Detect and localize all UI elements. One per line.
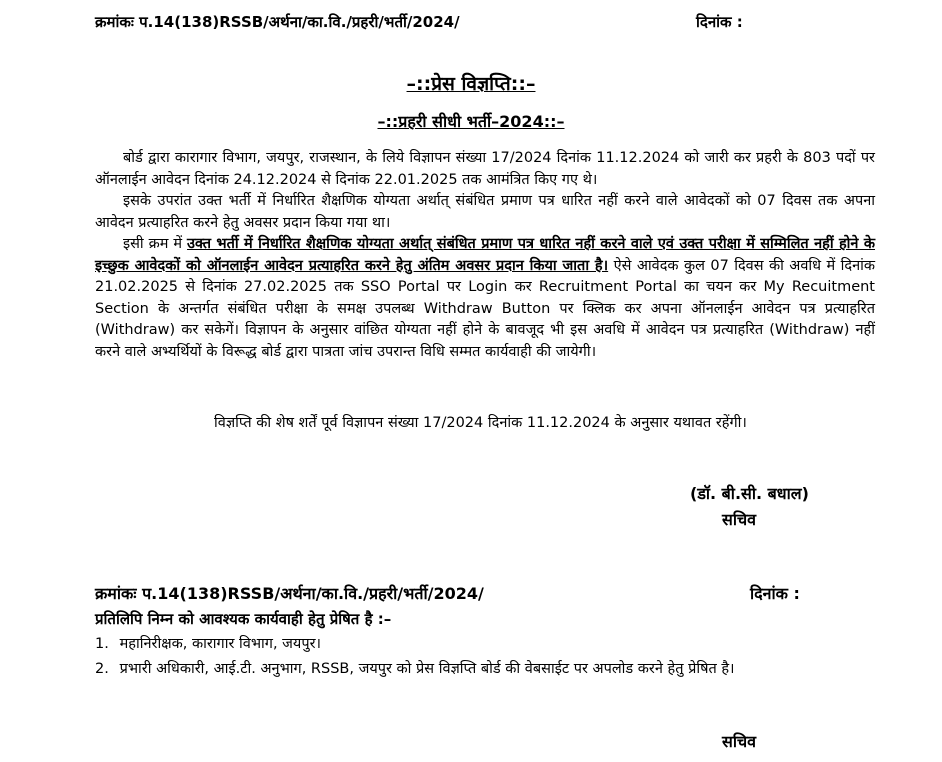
recruitment-subtitle: –::प्रहरी सीधी भर्ती–2024::– — [377, 112, 565, 131]
final-opportunity-notice: उक्त भर्ती में निर्धारित शैक्षणिक योग्यता अर्थात् संबंधित प्रमाण पत्र धारित नहीं करने वाले एवं उक्त परीक्षा में सम्मिलित नहीं होने के इच्छुक आवेदकों को ऑनलाईन आवेदन प्रत्याहरित करने हेतु अंतिम अवसर प्रदान किया जाता है। — [95, 236, 876, 274]
paragraph-3-rest: ऐसे आवेदक कुल 07 दिवस की अवधि में दिनांक 21.02.2025 से दिनांक 27.02.2025 तक SSO Portal पर Login कर Recruitment Portal का चयन कर My Recuitment Section के अन्तर्गत संबंधित परीक्षा के समक्ष उपलब्ध Withdraw Button पर क्लिक कर अपना ऑनलाईन आवेदन पत्र प्रत्याहरित (Withdraw) कर सकेगें। विज्ञापन के अनुसार वांछित योग्यता नहीं होने के बावजूद भी इस अवधि में आवेदन पत्र प्रत्याहरित (Withdraw) नहीं करने वाले अभ्यर्थियों के विरूद्ध बोर्ड द्वारा पात्रता जांच उपरान्त विधि सम्मत कार्यवाही की जायेगी। — [95, 257, 876, 360]
signatory-designation: सचिव — [722, 510, 757, 529]
reference-number: क्रमांकः प.14(138)RSSB/अर्थना/का.वि./प्रहरी/भर्ती/2024/ — [95, 13, 460, 31]
copy-heading: प्रतिलिपि निम्न को आवश्यक कार्यवाही हेतु प्रेषित है :– — [95, 610, 392, 628]
signatory-name: (डॉ. बी.सी. बधाल) — [690, 484, 809, 503]
paragraph-3 — [95, 234, 875, 363]
paragraph-2: इसके उपरांत उक्त भर्ती में निर्धारित शैक्षणिक योग्यता अर्थात् संबंधित प्रमाण पत्र धारित नहीं करने वाले आवेदकों को 07 दिवस तक अपना आवेदन प्रत्याहरित करने हेतु अवसर प्रदान किया गया था। — [95, 193, 875, 231]
list-item-text: प्रभारी अधिकारी, आई.टी. अनुभाग, RSSB, जयपुर को प्रेस विज्ञप्ति बोर्ड की वेबसाईट पर अपलोड करने हेतु प्रेषित है। — [119, 661, 735, 677]
list-item — [95, 633, 321, 653]
press-release-title: –::प्रेस विज्ञप्ति::– — [406, 73, 536, 95]
list-item — [95, 658, 735, 678]
list-item-number: 1. — [95, 636, 109, 652]
notice-body — [95, 148, 875, 363]
date-label: दिनांक : — [696, 13, 743, 31]
copy-signatory-designation: सचिव — [722, 732, 757, 751]
copy-reference-number: क्रमांकः प.14(138)RSSB/अर्थना/का.वि./प्रहरी/भर्ती/2024/ — [95, 584, 484, 603]
list-item-number: 2. — [95, 661, 109, 677]
paragraph-4: विज्ञप्ति की शेष शर्तें पूर्व विज्ञापन संख्या 17/2024 दिनांक 11.12.2024 के अनुसार यथावत रहेंगी। — [214, 415, 747, 431]
paragraph-3-lead: इसी क्रम में — [123, 236, 183, 252]
paragraph-1: बोर्ड द्वारा कारागार विभाग, जयपुर, राजस्थान, के लिये विज्ञापन संख्या 17/2024 दिनांक 11.12.2024 को जारी कर प्रहरी के 803 पदों पर ऑनलाईन आवेदन दिनांक 24.12.2024 से दिनांक 22.01.2025 तक आमंत्रित किए गए थे। — [95, 150, 875, 188]
copy-date-label: दिनांक : — [750, 584, 800, 603]
list-item-text: महानिरीक्षक, कारागार विभाग, जयपुर। — [119, 636, 321, 652]
